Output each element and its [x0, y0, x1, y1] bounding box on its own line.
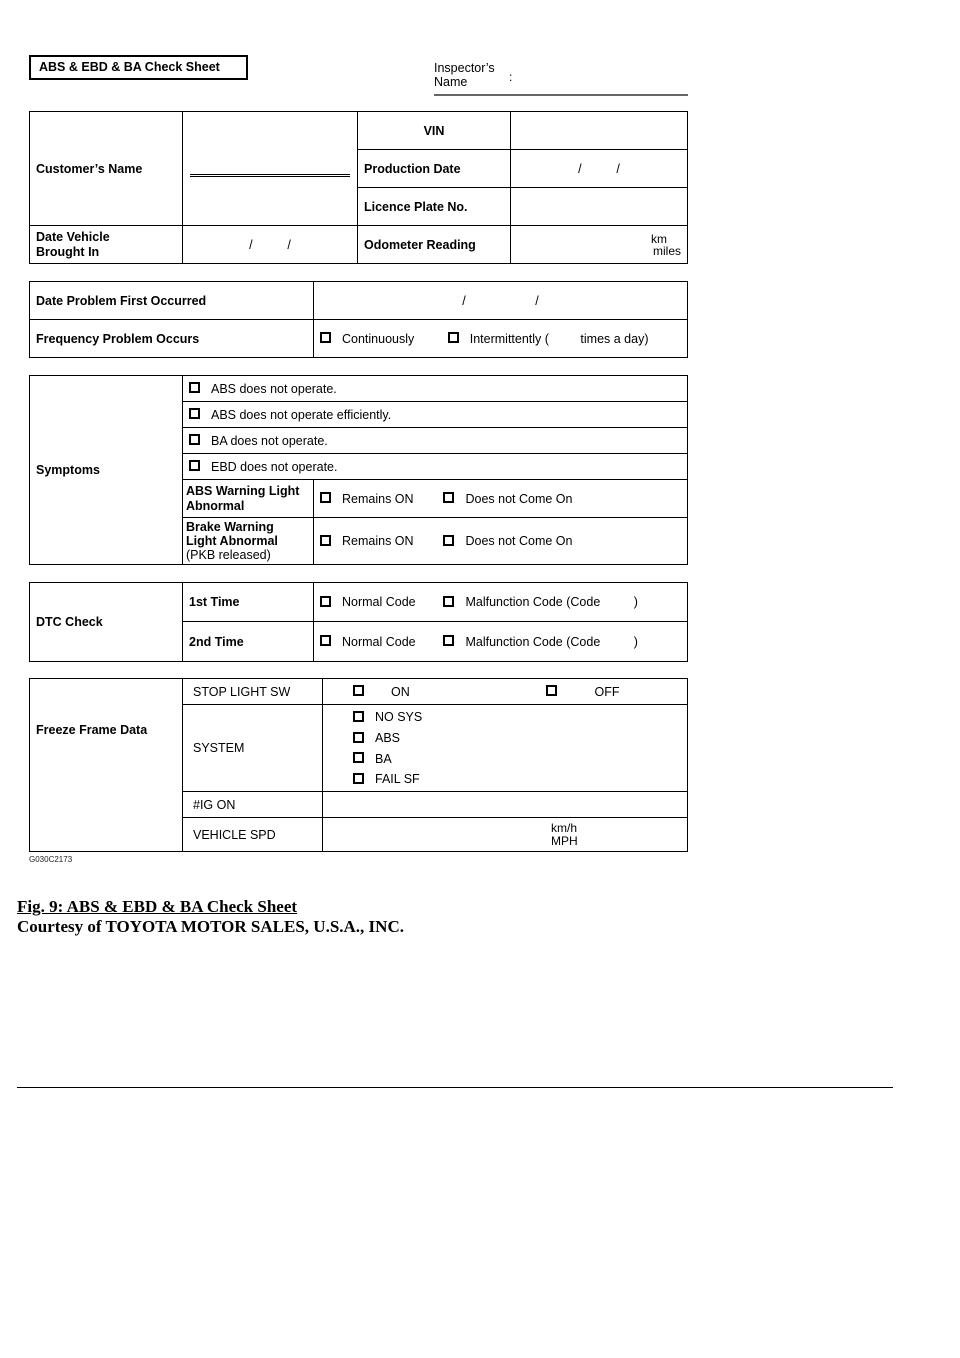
inspector-name-line: [434, 94, 688, 96]
abs-remains-on-checkbox[interactable]: [320, 492, 331, 503]
stop-light-off-label: OFF: [594, 684, 620, 699]
stop-light-options: [323, 679, 688, 705]
system-option: [353, 707, 681, 728]
brake-not-come-on-label: Does not Come On: [465, 534, 573, 549]
vin-label: VIN: [358, 112, 511, 150]
symptom-item: [183, 402, 688, 428]
figure-title[interactable]: Fig. 9: ABS & EBD & BA Check Sheet: [17, 897, 298, 916]
speed-unit-kmh: km/h: [551, 820, 578, 835]
symptom-item: [183, 428, 688, 454]
customer-name-field[interactable]: [183, 112, 358, 226]
continuously-label: Continuously: [342, 331, 415, 346]
date-first-occurred-field[interactable]: / /: [314, 282, 688, 320]
brake-remains-on-label: Remains ON: [342, 534, 414, 549]
stop-light-on-label: ON: [391, 684, 410, 699]
symptoms-table: [29, 375, 688, 565]
stop-light-label: STOP LIGHT SW: [183, 679, 323, 705]
odometer-field[interactable]: [511, 226, 688, 264]
symptom-checkbox[interactable]: [189, 434, 200, 445]
symptom-text: ABS does not operate efficiently.: [211, 407, 392, 422]
system-option: [353, 769, 681, 790]
symptom-checkbox[interactable]: [189, 408, 200, 419]
odometer-label: Odometer Reading: [358, 226, 511, 264]
brake-remains-on-checkbox[interactable]: [320, 535, 331, 546]
symptom-text: EBD does not operate.: [211, 459, 338, 474]
date-first-occurred-label: Date Problem First Occurred: [30, 282, 314, 320]
frequency-options: [314, 320, 688, 358]
odometer-unit-km: km: [651, 231, 667, 246]
abs-not-come-on-label: Does not Come On: [465, 491, 573, 506]
brake-warning-line-1: Brake Warning: [186, 520, 274, 534]
footer-divider: [17, 1087, 893, 1088]
stop-light-off-checkbox[interactable]: [546, 685, 557, 696]
vin-field[interactable]: [511, 112, 688, 150]
date-brought-in-field[interactable]: / /: [183, 226, 358, 264]
sheet-title: ABS & EBD & BA Check Sheet: [29, 55, 248, 80]
system-checkbox[interactable]: [353, 711, 364, 722]
first-normal-code-label: Normal Code: [342, 595, 416, 610]
abs-not-come-on-checkbox[interactable]: [443, 492, 454, 503]
dtc-second-time-label: 2nd Time: [183, 622, 314, 662]
inspector-label-line-1: Inspector’s: [434, 61, 495, 75]
system-checkbox[interactable]: [353, 732, 364, 743]
customer-name-label: Customer’s Name: [30, 112, 183, 226]
system-option-label: NO SYS: [375, 710, 423, 725]
second-malfunction-code-checkbox[interactable]: [443, 635, 454, 646]
licence-plate-field[interactable]: [511, 188, 688, 226]
system-options: [323, 705, 688, 792]
abs-warning-line-2: Abnormal: [186, 498, 245, 513]
symptom-item: [183, 376, 688, 402]
second-malfunction-code-label: Malfunction Code (Code: [465, 634, 601, 649]
stop-light-on-checkbox[interactable]: [353, 685, 364, 696]
ig-on-label: #IG ON: [183, 792, 323, 818]
second-normal-code-checkbox[interactable]: [320, 635, 331, 646]
speed-unit-mph: MPH: [551, 833, 578, 848]
vehicle-spd-label: VEHICLE SPD: [183, 818, 323, 852]
inspector-name-label: [434, 61, 495, 89]
abs-remains-on-label: Remains ON: [342, 491, 414, 506]
freeze-frame-table: [29, 678, 688, 852]
times-a-day-label: times a day): [580, 331, 649, 346]
system-label: SYSTEM: [183, 705, 323, 792]
first-malfunction-code-checkbox[interactable]: [443, 596, 454, 607]
first-close-paren: ): [633, 595, 638, 610]
inspector-colon: :: [509, 70, 513, 84]
production-date-field[interactable]: / /: [511, 150, 688, 188]
licence-plate-label: Licence Plate No.: [358, 188, 511, 226]
frequency-label: Frequency Problem Occurs: [30, 320, 314, 358]
date-brought-in-label: [30, 226, 183, 264]
second-normal-code-label: Normal Code: [342, 634, 416, 649]
dtc-first-time-options: [314, 583, 688, 622]
symptom-checkbox[interactable]: [189, 382, 200, 393]
ig-on-field[interactable]: [323, 792, 688, 818]
brake-warning-line-2: Light Abnormal: [186, 534, 278, 548]
vehicle-spd-field[interactable]: [323, 818, 688, 852]
system-option-label: BA: [375, 751, 392, 766]
system-option: [353, 748, 681, 769]
first-normal-code-checkbox[interactable]: [320, 596, 331, 607]
brake-not-come-on-checkbox[interactable]: [443, 535, 454, 546]
figure-courtesy: Courtesy of TOYOTA MOTOR SALES, U.S.A., INC.: [17, 917, 404, 936]
symptom-checkbox[interactable]: [189, 460, 200, 471]
production-date-label: Production Date: [358, 150, 511, 188]
dtc-table: [29, 582, 688, 662]
intermittently-label: Intermittently (: [469, 331, 549, 346]
system-checkbox[interactable]: [353, 752, 364, 763]
first-malfunction-code-label: Malfunction Code (Code: [465, 595, 601, 610]
brake-warning-line-3: (PKB released): [186, 548, 271, 562]
date-brought-in-line-2: Brought In: [36, 244, 100, 259]
system-option-label: FAIL SF: [375, 772, 420, 787]
dtc-check-label: DTC Check: [30, 583, 183, 662]
date-brought-in-line-1: Date Vehicle: [36, 229, 110, 244]
system-option-label: ABS: [375, 731, 401, 745]
customer-name-double-line: [190, 174, 350, 177]
abs-warning-label: [183, 480, 314, 518]
abs-warning-line-1: ABS Warning Light: [186, 483, 300, 498]
dtc-second-time-options: [314, 622, 688, 662]
abs-warning-options: [314, 480, 688, 518]
intermittently-checkbox[interactable]: [448, 332, 459, 343]
vehicle-info-table: [29, 111, 688, 264]
symptom-text: BA does not operate.: [211, 433, 328, 448]
odometer-unit-miles: miles: [652, 243, 681, 258]
freeze-frame-label: Freeze Frame Data: [30, 679, 183, 852]
problem-table: [29, 281, 688, 358]
brake-warning-options: [314, 518, 688, 565]
symptoms-label: Symptoms: [30, 376, 183, 565]
second-close-paren: ): [633, 634, 638, 649]
dtc-first-time-label: 1st Time: [183, 583, 314, 622]
inspector-label-line-2: Name: [434, 75, 468, 89]
figure-code: G030C2173: [29, 855, 73, 864]
symptom-text: ABS does not operate.: [211, 381, 337, 396]
brake-warning-label: [183, 518, 314, 565]
continuously-checkbox[interactable]: [320, 332, 331, 343]
system-checkbox[interactable]: [353, 773, 364, 784]
system-option: [353, 727, 681, 748]
symptom-item: [183, 454, 688, 480]
